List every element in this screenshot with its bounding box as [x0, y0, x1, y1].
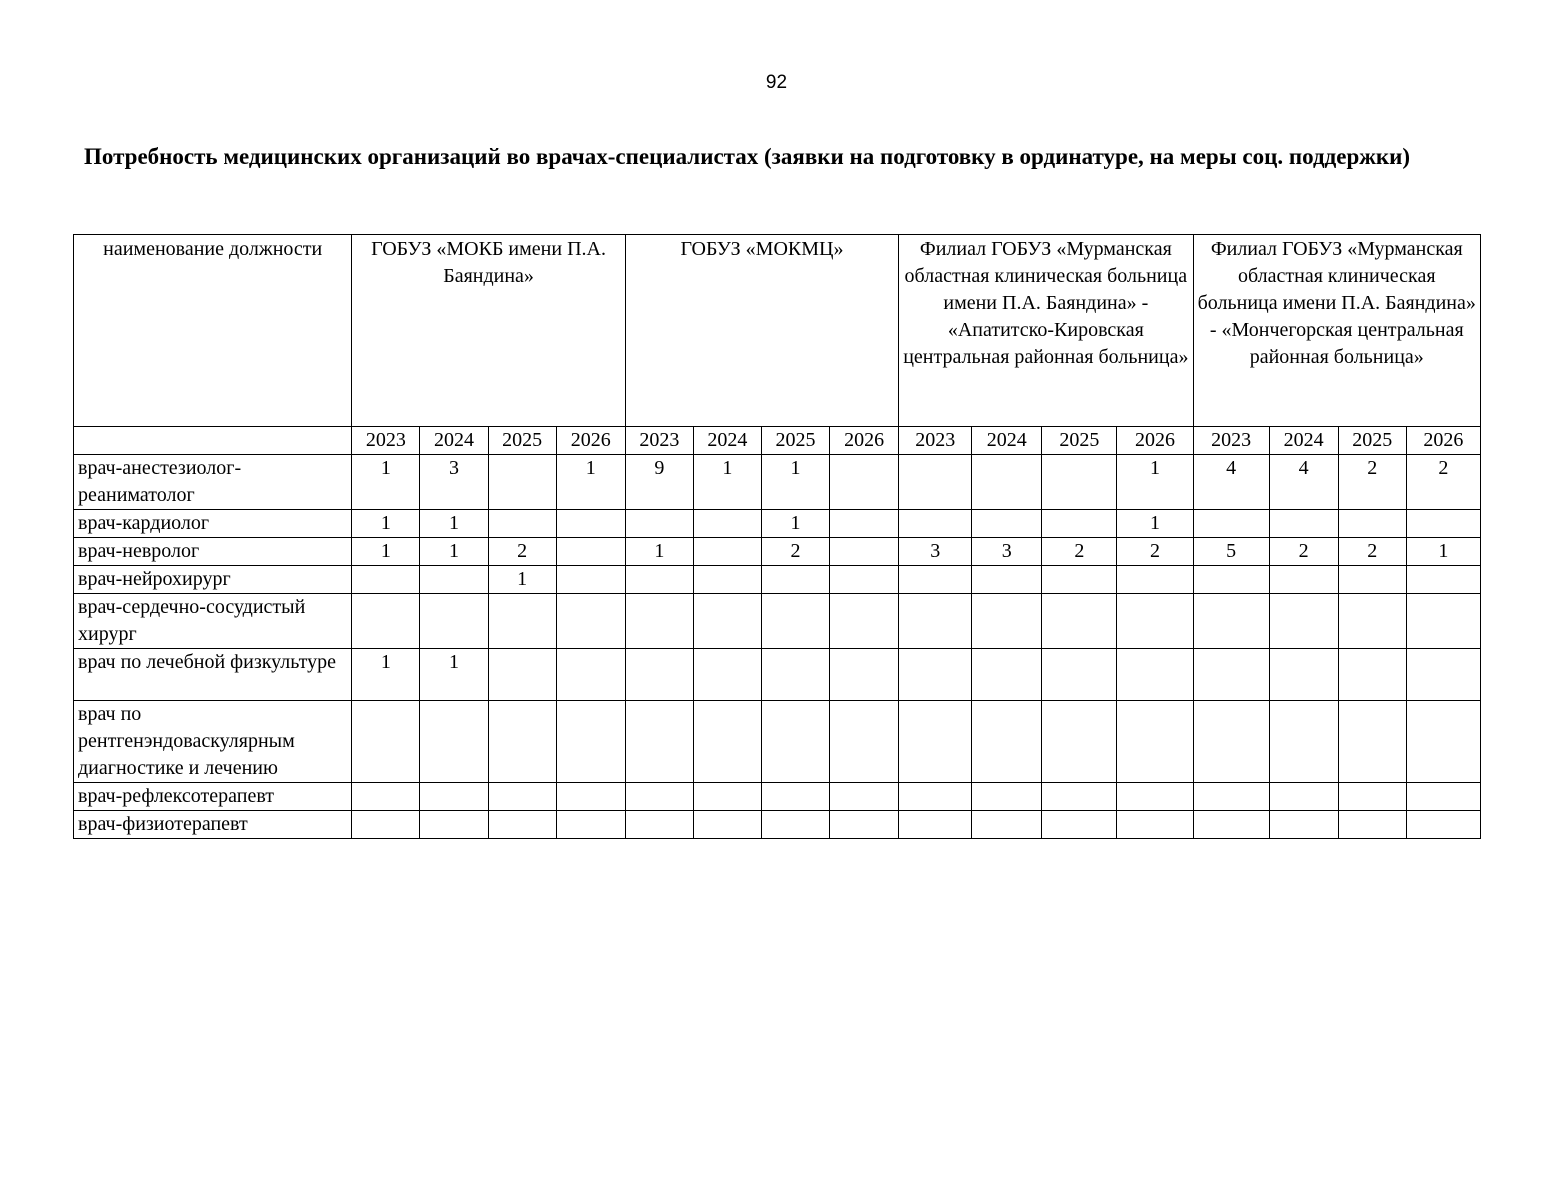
- value-cell: [1117, 701, 1193, 783]
- needs-table: [73, 234, 1481, 839]
- value-cell: [420, 811, 488, 839]
- value-cell: [1193, 811, 1269, 839]
- value-cell: 2: [1042, 538, 1117, 566]
- page-number: 92: [765, 72, 788, 93]
- position-name: врач-невролог: [74, 538, 352, 566]
- year-header: 2026: [1406, 427, 1480, 455]
- value-cell: [1338, 510, 1406, 538]
- value-cell: [899, 701, 972, 783]
- table-body: [74, 455, 1481, 839]
- value-cell: [899, 649, 972, 701]
- value-cell: [556, 594, 625, 649]
- table-row: [74, 538, 1481, 566]
- position-name: врач-нейрохирург: [74, 566, 352, 594]
- value-cell: [830, 811, 899, 839]
- year-header: 2024: [1269, 427, 1338, 455]
- value-cell: [1042, 566, 1117, 594]
- organization-header-row: [74, 235, 1481, 427]
- value-cell: 4: [1269, 455, 1338, 510]
- value-cell: [1269, 701, 1338, 783]
- year-header: 2025: [1042, 427, 1117, 455]
- value-cell: [1269, 594, 1338, 649]
- value-cell: 2: [1338, 455, 1406, 510]
- org-header-mokmc: ГОБУЗ «МОКМЦ»: [625, 235, 898, 427]
- value-cell: [693, 510, 761, 538]
- value-cell: [761, 566, 829, 594]
- org-header-apatity-kirovsk: Филиал ГОБУЗ «Мурманская областная клиническая больница имени П.А. Баяндина» - «Апатитско-Кировская центральная районная больница»: [899, 235, 1193, 427]
- value-cell: [556, 538, 625, 566]
- org-header-mokb: ГОБУЗ «МОКБ имени П.А. Баяндина»: [352, 235, 625, 427]
- value-cell: [488, 783, 556, 811]
- value-cell: [1338, 783, 1406, 811]
- table-row: [74, 510, 1481, 538]
- value-cell: 1: [488, 566, 556, 594]
- value-cell: [625, 566, 693, 594]
- value-cell: [972, 783, 1042, 811]
- value-cell: 1: [420, 649, 488, 701]
- value-cell: [899, 594, 972, 649]
- value-cell: 4: [1193, 455, 1269, 510]
- value-cell: [830, 649, 899, 701]
- position-name: врач-сердечно-сосудистый хирург: [74, 594, 352, 649]
- value-cell: 1: [352, 455, 420, 510]
- year-header: 2026: [830, 427, 899, 455]
- value-cell: [1338, 811, 1406, 839]
- value-cell: [625, 510, 693, 538]
- value-cell: [556, 649, 625, 701]
- year-header: 2026: [556, 427, 625, 455]
- value-cell: [693, 783, 761, 811]
- value-cell: [1117, 566, 1193, 594]
- value-cell: [1193, 649, 1269, 701]
- value-cell: [1406, 783, 1480, 811]
- value-cell: [761, 649, 829, 701]
- year-header: 2025: [1338, 427, 1406, 455]
- value-cell: [693, 701, 761, 783]
- value-cell: [488, 649, 556, 701]
- value-cell: 1: [761, 455, 829, 510]
- value-cell: [1338, 701, 1406, 783]
- table-row: [74, 566, 1481, 594]
- value-cell: [1117, 649, 1193, 701]
- value-cell: [1406, 510, 1480, 538]
- value-cell: [488, 510, 556, 538]
- value-cell: 1: [693, 455, 761, 510]
- value-cell: [899, 811, 972, 839]
- value-cell: [1042, 783, 1117, 811]
- table-row: [74, 811, 1481, 839]
- page-title: Потребность медицинских организаций во врачах-специалистах (заявки на подготовку в ординатуре, на меры соц. поддержки): [84, 144, 1411, 169]
- year-header: 2024: [972, 427, 1042, 455]
- value-cell: [1269, 649, 1338, 701]
- value-cell: [693, 566, 761, 594]
- value-cell: [352, 783, 420, 811]
- value-cell: [830, 510, 899, 538]
- value-cell: 1: [420, 538, 488, 566]
- value-cell: [1042, 811, 1117, 839]
- year-header: 2025: [488, 427, 556, 455]
- year-header-empty: [74, 427, 352, 455]
- value-cell: [761, 783, 829, 811]
- value-cell: [625, 783, 693, 811]
- value-cell: [830, 566, 899, 594]
- value-cell: [899, 510, 972, 538]
- value-cell: [1117, 783, 1193, 811]
- value-cell: [1338, 594, 1406, 649]
- value-cell: [556, 510, 625, 538]
- position-name: врач по рентгенэндоваскулярным диагностике и лечению: [74, 701, 352, 783]
- value-cell: [556, 701, 625, 783]
- year-header: 2023: [625, 427, 693, 455]
- value-cell: 1: [1406, 538, 1480, 566]
- value-cell: [1042, 594, 1117, 649]
- year-header: 2023: [352, 427, 420, 455]
- value-cell: 1: [556, 455, 625, 510]
- value-cell: 2: [1338, 538, 1406, 566]
- value-cell: [625, 649, 693, 701]
- value-cell: [972, 455, 1042, 510]
- value-cell: [1042, 649, 1117, 701]
- value-cell: [488, 811, 556, 839]
- year-header: 2025: [761, 427, 829, 455]
- value-cell: [1117, 811, 1193, 839]
- value-cell: [761, 594, 829, 649]
- value-cell: 3: [420, 455, 488, 510]
- position-name: врач по лечебной физкультуре: [74, 649, 352, 701]
- value-cell: [556, 566, 625, 594]
- table-row: [74, 701, 1481, 783]
- value-cell: [420, 594, 488, 649]
- value-cell: [830, 455, 899, 510]
- value-cell: [1338, 649, 1406, 701]
- value-cell: 2: [1406, 455, 1480, 510]
- value-cell: 1: [625, 538, 693, 566]
- org-header-monchegorsk: Филиал ГОБУЗ «Мурманская областная клиническая больница имени П.А. Баяндина» - «Мончегорская центральная районная больница»: [1193, 235, 1480, 427]
- value-cell: [830, 594, 899, 649]
- year-header-row: [74, 427, 1481, 455]
- value-cell: [1406, 811, 1480, 839]
- value-cell: 9: [625, 455, 693, 510]
- value-cell: 5: [1193, 538, 1269, 566]
- value-cell: [830, 538, 899, 566]
- value-cell: [1406, 649, 1480, 701]
- value-cell: [1042, 510, 1117, 538]
- value-cell: [1117, 594, 1193, 649]
- value-cell: [352, 566, 420, 594]
- position-name: врач-рефлексотерапевт: [74, 783, 352, 811]
- value-cell: [1042, 455, 1117, 510]
- value-cell: [693, 538, 761, 566]
- table-row: [74, 783, 1481, 811]
- value-cell: 2: [1269, 538, 1338, 566]
- value-cell: 1: [1117, 510, 1193, 538]
- value-cell: [972, 701, 1042, 783]
- value-cell: [1269, 783, 1338, 811]
- value-cell: [972, 649, 1042, 701]
- value-cell: 1: [352, 649, 420, 701]
- value-cell: 3: [899, 538, 972, 566]
- value-cell: [352, 811, 420, 839]
- value-cell: [625, 594, 693, 649]
- value-cell: [830, 701, 899, 783]
- value-cell: [1269, 811, 1338, 839]
- value-cell: [1269, 510, 1338, 538]
- position-name: врач-физиотерапевт: [74, 811, 352, 839]
- value-cell: 1: [420, 510, 488, 538]
- value-cell: 1: [761, 510, 829, 538]
- value-cell: [352, 701, 420, 783]
- value-cell: [488, 594, 556, 649]
- value-cell: [761, 811, 829, 839]
- value-cell: [899, 455, 972, 510]
- value-cell: [625, 811, 693, 839]
- value-cell: [420, 701, 488, 783]
- value-cell: [693, 811, 761, 839]
- value-cell: 1: [1117, 455, 1193, 510]
- value-cell: 2: [761, 538, 829, 566]
- value-cell: [625, 701, 693, 783]
- position-name: врач-анестезиолог-реаниматолог: [74, 455, 352, 510]
- year-header: 2023: [1193, 427, 1269, 455]
- value-cell: [1042, 701, 1117, 783]
- value-cell: [761, 701, 829, 783]
- value-cell: 1: [352, 538, 420, 566]
- value-cell: [556, 783, 625, 811]
- value-cell: [693, 649, 761, 701]
- value-cell: [972, 566, 1042, 594]
- value-cell: [1193, 594, 1269, 649]
- value-cell: [1193, 783, 1269, 811]
- value-cell: [1406, 566, 1480, 594]
- value-cell: [488, 455, 556, 510]
- value-cell: [1406, 594, 1480, 649]
- table-row: [74, 649, 1481, 701]
- value-cell: [420, 566, 488, 594]
- value-cell: 2: [488, 538, 556, 566]
- value-cell: [1269, 566, 1338, 594]
- position-column-header: наименование должности: [74, 235, 352, 427]
- value-cell: 3: [972, 538, 1042, 566]
- value-cell: [1193, 701, 1269, 783]
- value-cell: [972, 510, 1042, 538]
- value-cell: 2: [1117, 538, 1193, 566]
- value-cell: [1338, 566, 1406, 594]
- value-cell: [1193, 510, 1269, 538]
- value-cell: [556, 811, 625, 839]
- value-cell: [420, 783, 488, 811]
- position-name: врач-кардиолог: [74, 510, 352, 538]
- year-header: 2024: [693, 427, 761, 455]
- value-cell: [972, 811, 1042, 839]
- value-cell: [352, 594, 420, 649]
- value-cell: [899, 783, 972, 811]
- value-cell: 1: [352, 510, 420, 538]
- year-header: 2026: [1117, 427, 1193, 455]
- value-cell: [1406, 701, 1480, 783]
- year-header: 2024: [420, 427, 488, 455]
- value-cell: [899, 566, 972, 594]
- year-header: 2023: [899, 427, 972, 455]
- value-cell: [1193, 566, 1269, 594]
- value-cell: [830, 783, 899, 811]
- value-cell: [972, 594, 1042, 649]
- value-cell: [693, 594, 761, 649]
- value-cell: [488, 701, 556, 783]
- table-row: [74, 455, 1481, 510]
- table-row: [74, 594, 1481, 649]
